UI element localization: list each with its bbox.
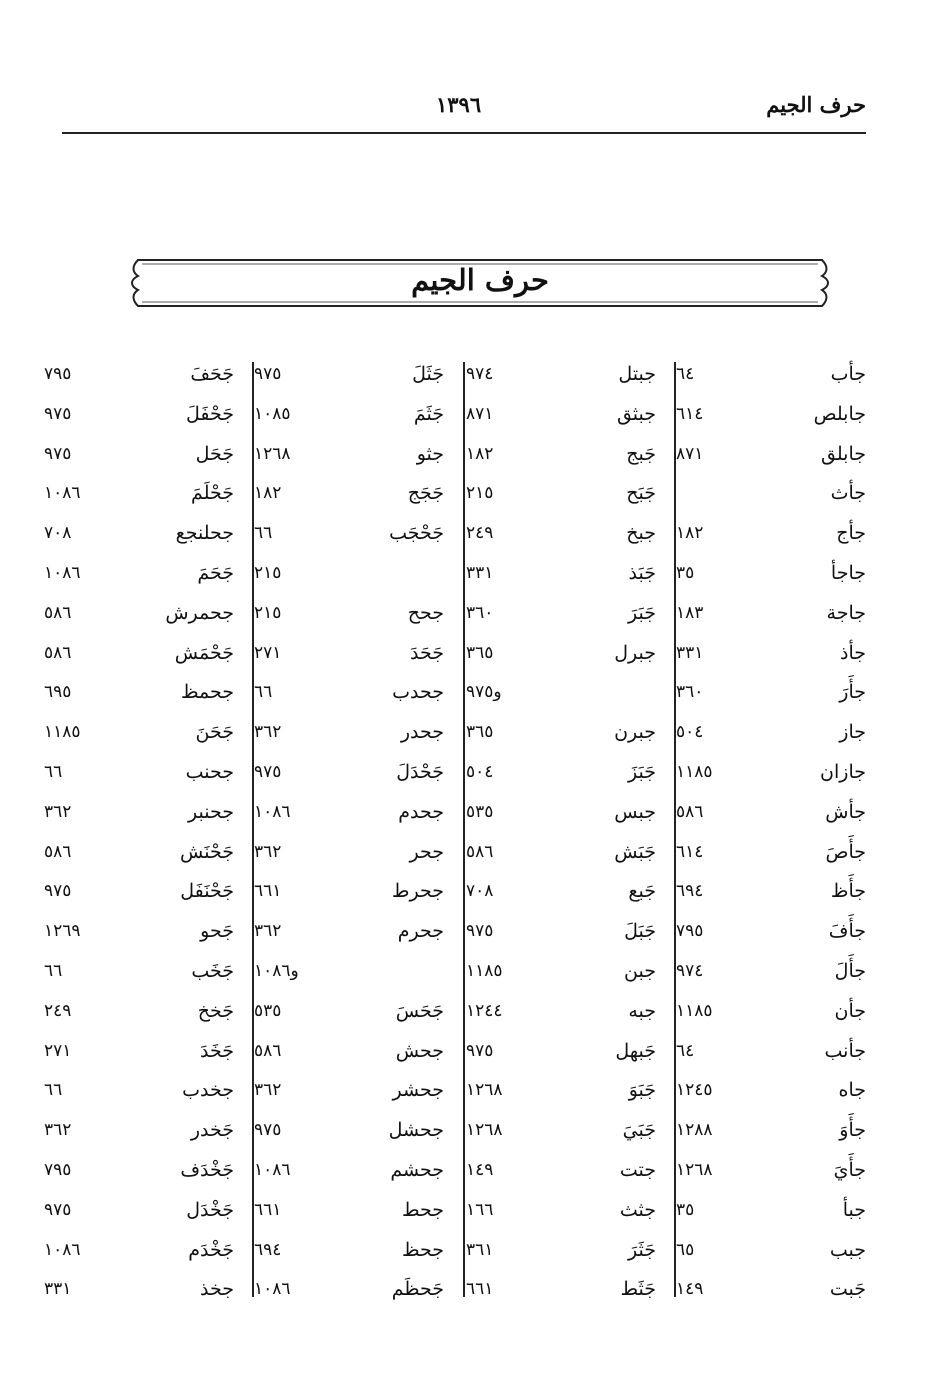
entry-page-number: ١٢٦٨ [676,1159,713,1180]
index-entry [676,875,866,915]
entry-page-number: ٦٩٥ [44,682,72,703]
entry-word: جَحْمَش [174,641,234,664]
entry-page-number: ١٢٦٨ [466,1080,503,1101]
entry-page-number: و٩٧٥ [466,682,502,703]
entry-word: جحنبر [188,800,234,823]
entry-page-number: ٦٤ [676,1040,695,1061]
entry-word: جَحْلَمَ [191,482,234,505]
index-entry [466,1194,656,1234]
index-entry [676,557,866,597]
index-entry [254,915,444,955]
entry-word: جأن [834,999,866,1022]
index-entry [44,597,234,637]
entry-word: جَخَب [191,959,234,982]
entry-word: جبأ [842,1198,866,1221]
entry-page-number: ١١٨٥ [466,960,503,981]
entry-page-number: ٥٨٦ [676,801,704,822]
entry-word: جبس [614,800,656,823]
index-entry [676,597,866,637]
entry-word: جأب [830,363,866,385]
entry-page-number: ١٢٦٩ [44,921,81,942]
entry-word: جَبَش [614,840,656,863]
column-divider [674,362,676,1297]
index-entry [44,1035,234,1075]
index-entry [466,358,656,398]
index-entry [254,875,444,915]
entry-word: جثو [416,442,444,465]
entry-word: جابلص [813,402,866,425]
index-entry [676,716,866,756]
entry-word: جأذ [840,641,866,664]
entry-page-number: ٣٦٠ [466,602,494,623]
index-entry [466,1074,656,1114]
entry-word: جَبت [829,1278,866,1301]
entry-word: جَبَذ [628,561,656,584]
entry-page-number: ٦٩٤ [676,881,704,902]
index-entry [254,398,444,438]
entry-word: جبن [624,959,656,982]
index-entry [254,438,444,478]
index-entry [466,1035,656,1075]
entry-page-number: ٣٥ [676,562,695,583]
index-entry [254,1035,444,1075]
entry-word: جَخدر [190,1119,234,1142]
index-entry [466,836,656,876]
entry-page-number: ٩٧٥ [44,443,72,464]
entry-page-number: ٣٦٠ [676,682,704,703]
entry-page-number: ٣٦٢ [44,1120,72,1141]
page-number: ١٣٩٦ [436,92,482,117]
index-entry [44,358,234,398]
entry-page-number: ١٦٦ [466,1199,494,1220]
entry-word: جَحَل [195,442,234,465]
entry-page-number: ١٢٦٨ [466,1120,503,1141]
entry-page-number: ٩٧٤ [466,364,494,384]
entry-page-number: ٣٦٥ [466,642,494,663]
entry-word: جَحْنَش [180,840,234,863]
entry-word: جأنب [824,1039,866,1062]
index-entry [676,398,866,438]
index-entry [676,1154,866,1194]
entry-word: جحدم [398,800,444,823]
entry-page-number: ٥٠٤ [466,761,494,782]
index-entry [466,1154,656,1194]
entry-page-number: ٢١٥ [254,602,282,623]
index-entry [254,1273,444,1313]
entry-word: جأَفَ [828,920,866,943]
entry-word: جَبَرَ [628,601,656,624]
index-entry [254,1074,444,1114]
entry-word: جاه [838,1079,866,1102]
index-entry [44,477,234,517]
index-entry [254,557,444,597]
index-entry [44,637,234,677]
entry-word: جأَوَ [839,1119,866,1142]
entry-word: جأَلَ [834,959,866,982]
entry-page-number: ٩٧٥ [254,761,282,782]
column-divider [252,362,254,1297]
column-divider [463,362,465,1297]
entry-page-number: ١٠٨٦ [254,1159,291,1180]
index-entry [44,995,234,1035]
entry-page-number: ٦١٤ [676,403,704,424]
index-entry [676,676,866,716]
index-entry [466,1114,656,1154]
entry-page-number: ١٨٢ [466,443,494,464]
index-entry [466,955,656,995]
index-entry [676,955,866,995]
index-entry [254,836,444,876]
index-entry [466,875,656,915]
entry-page-number: ٦١٤ [676,841,704,862]
index-entry [466,477,656,517]
index-entry [44,1114,234,1154]
index-entry [44,557,234,597]
entry-word: جخذ [200,1278,234,1301]
entry-word: جَثَرَ [628,1238,656,1261]
index-entry [676,796,866,836]
banner-title: حرف الجيم [411,263,549,297]
entry-page-number: ٥٣٥ [466,801,494,822]
index-entry [254,1234,444,1274]
entry-word: جحح [407,601,444,624]
entry-page-number: ١٠٨٦ [254,801,291,822]
entry-page-number: ١٢٦٨ [254,443,291,464]
entry-page-number: ٣٥ [676,1199,695,1220]
entry-page-number: ٦٦ [254,682,273,703]
index-entry [44,398,234,438]
index-column-3 [254,358,444,1313]
entry-word: جأَرَ [839,681,866,704]
entry-word: جَبهل [615,1039,656,1062]
entry-page-number: ٩٧٥ [466,1040,494,1061]
entry-page-number: ٥٣٥ [254,1000,282,1021]
index-entry [44,716,234,756]
entry-page-number: ١٠٨٦ [44,483,81,504]
entry-page-number: ٣٦٢ [254,722,282,743]
index-entry [466,517,656,557]
entry-word: جَبَيَ [622,1119,656,1142]
index-entry [676,517,866,557]
entry-page-number: ٢٤٩ [44,1000,72,1021]
entry-page-number: ٢٧١ [254,642,282,663]
index-column-1 [676,358,866,1313]
entry-page-number: ٣٣١ [44,1279,72,1300]
entry-word: جحدب [392,681,444,704]
running-title: حرف الجيم [766,92,866,117]
entry-word: جأش [825,800,866,823]
entry-page-number: ٩٧٥ [254,1120,282,1141]
entry-page-number: ٣٦١ [466,1239,494,1260]
entry-word: جَبَزَ [628,760,656,783]
entry-word: جحدر [400,721,444,744]
entry-word: جبتل [618,363,656,385]
entry-page-number: و١٠٨٦ [254,960,299,981]
entry-page-number: ٨٧١ [466,403,494,424]
entry-page-number: ٥٨٦ [254,1040,282,1061]
index-entry [676,1234,866,1274]
entry-word: جبه [628,999,656,1022]
entry-word: جَحْفَلَ [185,402,234,425]
entry-page-number: ٣٦٢ [44,801,72,822]
entry-word: جَحْدَلَ [396,760,444,783]
entry-word: جحشم [390,1158,444,1181]
entry-word: جاجة [826,601,866,624]
index-entry [466,716,656,756]
entry-page-number: ١٠٨٦ [44,1239,81,1260]
index-entry [44,756,234,796]
index-entry [44,1234,234,1274]
entry-page-number: ٦٩٤ [254,1239,282,1260]
entry-page-number: ٣٦٢ [254,1080,282,1101]
index-entry [466,1273,656,1313]
entry-page-number: ٨٧١ [676,443,704,464]
entry-word: جَخخ [197,999,234,1022]
entry-word: جَثَمَ [413,402,444,425]
entry-word: جَحَدَ [410,641,444,664]
entry-word: جَحْنَفَل [180,880,234,903]
entry-word: جَبج [626,442,656,465]
entry-page-number: ٧٩٥ [676,921,704,942]
entry-page-number: ٥٨٦ [466,841,494,862]
index-entry [44,676,234,716]
index-entry [466,915,656,955]
entry-page-number: ٩٧٤ [676,960,704,981]
entry-word: جحشر [392,1079,444,1102]
index-entry [254,517,444,557]
index-entry [254,637,444,677]
entry-word: جأث [830,482,866,505]
entry-word: جَخْدَل [186,1198,234,1221]
index-column-4 [44,358,234,1313]
entry-page-number: ٢١٥ [254,562,282,583]
entry-word: جحش [395,1039,444,1062]
entry-word: جحرط [391,880,444,903]
entry-page-number: ١٤٩ [676,1279,704,1300]
entry-word: جأَظ [830,880,866,903]
index-entry [44,875,234,915]
entry-word: جبخ [626,522,656,545]
entry-page-number: ١٤٩ [466,1159,494,1180]
entry-word: جثث [619,1198,656,1221]
entry-page-number: ٩٧٥ [44,1199,72,1220]
entry-page-number: ٩٧٥ [466,921,494,942]
entry-page-number: ٧٠٨ [466,881,494,902]
index-entry [676,438,866,478]
entry-page-number: ١٨٣ [676,602,704,623]
entry-page-number: ١١٨٥ [676,1000,713,1021]
index-entry [676,836,866,876]
entry-page-number: ١٢٤٤ [466,1000,503,1021]
entry-word: جخدب [182,1079,234,1102]
entry-page-number: ١٨٢ [676,523,704,544]
index-entry [466,796,656,836]
entry-word: جابلق [821,442,866,465]
index-entry [254,358,444,398]
entry-page-number: ٣٣١ [676,642,704,663]
entry-page-number: ٥٨٦ [44,642,72,663]
entry-word: جَحظَم [391,1278,444,1301]
entry-word: جأَصَ [825,840,866,863]
entry-word: جبرل [614,641,656,664]
entry-word: جَخْدَف [180,1158,234,1181]
index-entry [44,1273,234,1313]
entry-word: جَحَسَ [395,999,444,1022]
entry-page-number: ٩٧٥ [44,403,72,424]
entry-page-number: ٦٦ [44,761,63,782]
index-column-2 [466,358,656,1313]
entry-page-number: ٢١٥ [466,483,494,504]
index-entry [466,756,656,796]
entry-word: جَحو [200,920,234,943]
entry-page-number: ١٢٨٨ [676,1120,713,1141]
index-entry [44,438,234,478]
entry-page-number: ٣٦٢ [254,921,282,942]
entry-word: جاز [839,721,866,744]
entry-page-number: ١٠٨٦ [254,1279,291,1300]
index-entry [676,756,866,796]
entry-page-number: ٣٦٢ [254,841,282,862]
index-entry [44,796,234,836]
index-entry [676,477,866,517]
entry-word: جتت [619,1158,656,1181]
entry-word: جَجَج [407,482,444,505]
index-entry [254,477,444,517]
entry-page-number: ٧٩٥ [44,364,72,384]
entry-word: جحمرش [165,601,234,624]
entry-word: جحظ [401,1238,444,1261]
entry-page-number: ٣٦٥ [466,722,494,743]
section-banner [124,258,836,308]
index-entry [44,517,234,557]
index-entry [676,1114,866,1154]
index-entry [254,955,444,995]
entry-word: جبرن [614,721,656,744]
entry-page-number: ٢٧١ [44,1040,72,1061]
entry-word: جَثَط [620,1278,656,1301]
entry-page-number: ٦٦١ [254,1199,282,1220]
entry-word: جازان [820,760,866,783]
index-entry [466,438,656,478]
entry-page-number: ٦٦ [254,523,273,544]
entry-word: جبب [829,1238,866,1261]
index-entry [254,1194,444,1234]
index-entry [466,398,656,438]
entry-page-number: ٩٧٥ [44,881,72,902]
index-entry [676,637,866,677]
entry-word: جَحْجَب [389,522,444,545]
index-entry [466,995,656,1035]
entry-word: جبثق [616,402,656,425]
index-entry [44,1194,234,1234]
entry-page-number: ٦٦ [44,1080,63,1101]
entry-page-number: ١٠٨٦ [44,562,81,583]
entry-word: جحر [409,840,444,863]
entry-page-number: ١١٨٥ [676,761,713,782]
entry-page-number: ٦٤ [676,364,695,384]
index-entry [254,716,444,756]
entry-page-number: ٦٥ [676,1239,695,1260]
entry-word: جَبَوَ [628,1079,656,1102]
entry-word: جَخَدَ [200,1039,234,1062]
entry-page-number: ٢٤٩ [466,523,494,544]
index-entry [254,1114,444,1154]
entry-page-number: ١١٨٥ [44,722,81,743]
index-entry [254,597,444,637]
entry-word: جَحَفَ [190,363,234,385]
index-entry [676,1273,866,1313]
entry-page-number: ١٨٢ [254,483,282,504]
entry-page-number: ٥٨٦ [44,602,72,623]
entry-word: جحمظ [180,681,234,704]
entry-word: جحشل [388,1119,444,1142]
entry-word: جَبع [628,880,656,903]
index-entry [44,915,234,955]
index-entry [466,637,656,677]
entry-page-number: ١٠٨٥ [254,403,291,424]
index-entry [466,557,656,597]
entry-page-number: ٦٦ [44,960,63,981]
entry-word: جَحَمَ [197,561,234,584]
index-entry [676,915,866,955]
index-entry [676,995,866,1035]
index-entry [254,796,444,836]
entry-page-number: ٥٠٤ [676,722,704,743]
entry-word: جأج [836,522,866,545]
entry-page-number: ٩٧٥ [254,364,282,384]
index-entry [466,597,656,637]
entry-page-number: ٦٦١ [466,1279,494,1300]
index-entry [254,1154,444,1194]
entry-page-number: ١٢٤٥ [676,1080,713,1101]
entry-page-number: ٦٦١ [254,881,282,902]
index-entry [676,358,866,398]
index-entry [254,756,444,796]
index-entry [466,676,656,716]
entry-word: جَثَلَ [412,363,444,385]
index-entry [676,1074,866,1114]
index-entry [44,1154,234,1194]
entry-word: جاجأ [830,561,866,584]
index-entry [44,1074,234,1114]
entry-word: جأَيَ [833,1158,866,1181]
index-entry [676,1035,866,1075]
entry-word: جَحَنَ [195,721,234,744]
entry-page-number: ٥٨٦ [44,841,72,862]
index-entry [254,995,444,1035]
entry-word: جحرم [397,920,444,943]
index-entry [44,836,234,876]
entry-word: جَبَح [626,482,656,505]
entry-word: جحلنجع [175,522,234,545]
page-header [62,88,866,134]
index-entry [254,676,444,716]
entry-word: جحط [401,1198,444,1221]
entry-word: جحنب [185,760,234,783]
entry-word: جَبَلَ [624,920,656,943]
index-entry [466,1234,656,1274]
entry-page-number: ٧٠٨ [44,523,72,544]
entry-page-number: ٣٣١ [466,562,494,583]
index-entry [676,1194,866,1234]
index-entry [44,955,234,995]
entry-page-number: ٧٩٥ [44,1159,72,1180]
entry-word: جَخْدَم [188,1238,234,1261]
